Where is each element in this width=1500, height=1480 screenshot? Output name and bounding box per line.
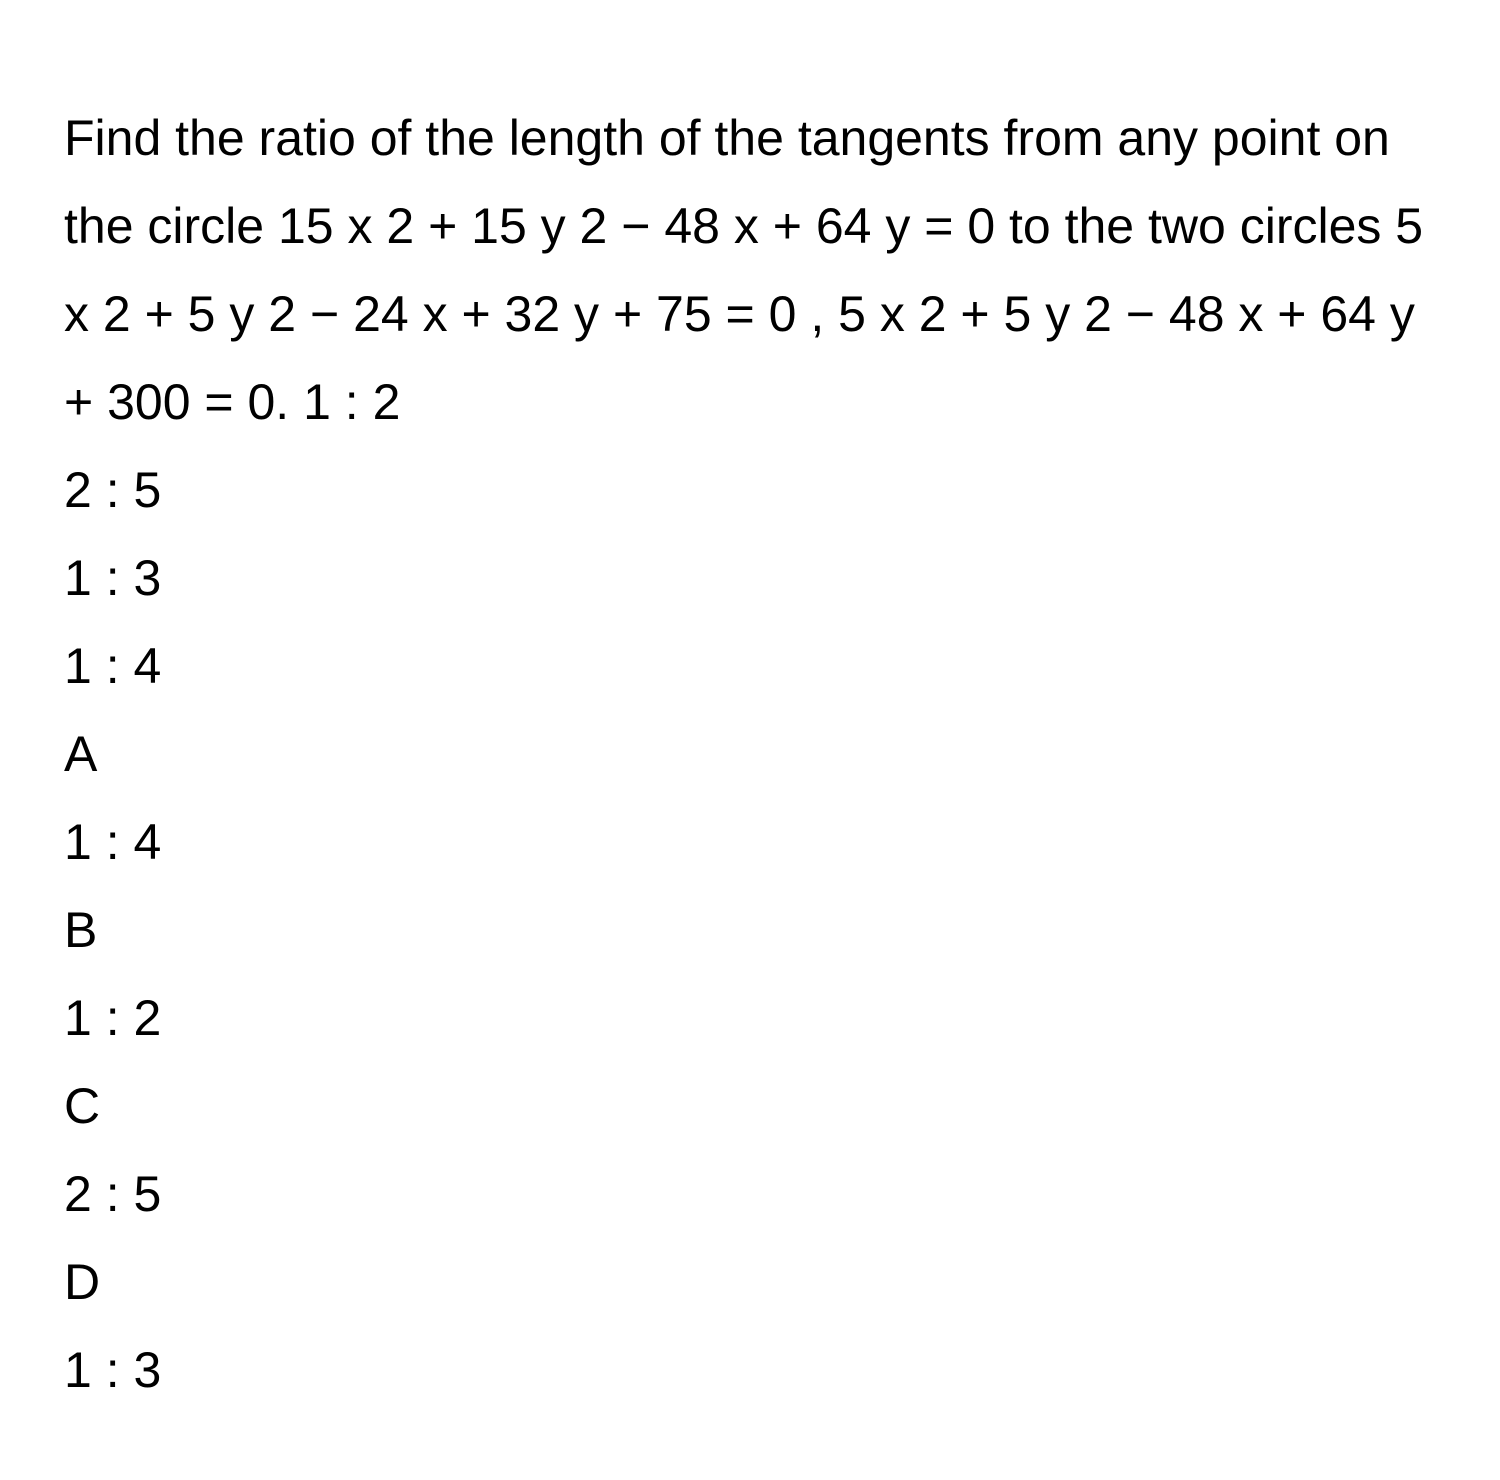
option-b-value: 1 : 2 (64, 990, 162, 1046)
inline-option-3: 1 : 4 (64, 638, 162, 694)
inline-option-2: 1 : 3 (64, 550, 162, 606)
option-b-letter: B (64, 902, 98, 958)
option-d-value: 1 : 3 (64, 1342, 162, 1398)
option-a-letter: A (64, 726, 98, 782)
question-document (64, 94, 1444, 1414)
inline-option-1: 2 : 5 (64, 462, 162, 518)
option-c-value: 2 : 5 (64, 1166, 162, 1222)
option-d-letter: D (64, 1254, 101, 1310)
option-a-value: 1 : 4 (64, 814, 162, 870)
option-c-letter: C (64, 1078, 101, 1134)
question-text: Find the ratio of the length of the tangents from any point on the circle 15 x 2 + 15 y 2 − 48 x + 64 y = 0 to the two circles 5 x 2 + 5 y 2 − 24 x + 32 y + 75 = 0 , 5 x 2 + 5 y 2 − 48 x + 64 y + 300 = 0. 1 : 2 (64, 110, 1424, 430)
